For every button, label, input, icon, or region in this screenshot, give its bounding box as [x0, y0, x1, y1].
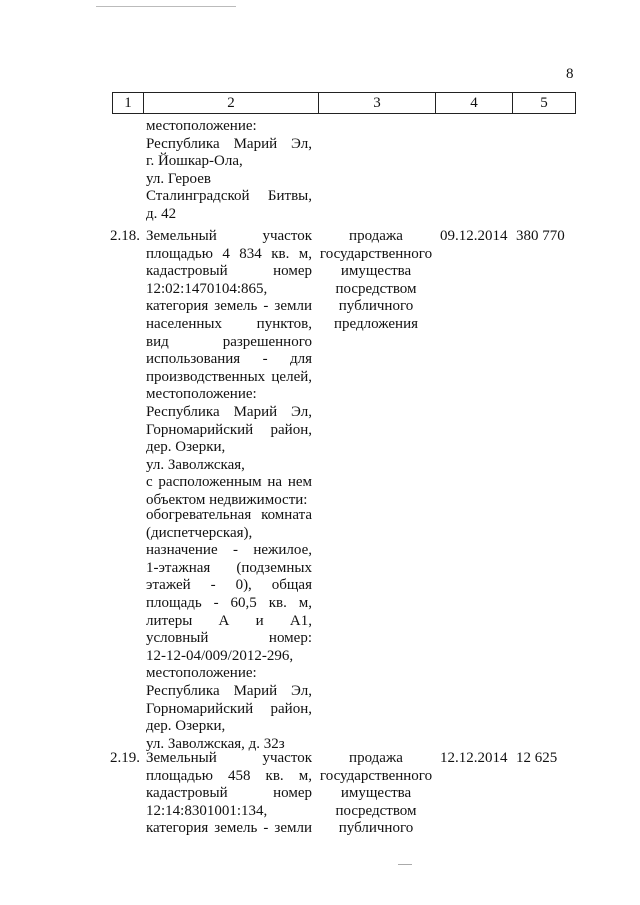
sale-price: 380 770 — [516, 228, 565, 244]
text-line: государственного — [319, 767, 433, 784]
text-line: литеры А и А1, — [146, 612, 312, 629]
text-line: (диспетчерская), — [146, 524, 253, 541]
column-1-header: 1 — [113, 93, 144, 114]
text-line: с расположенным на нем — [146, 474, 312, 491]
text-line: 12:14:8301001:134, — [146, 802, 268, 819]
text-line: 12:02:1470104:865, — [146, 280, 268, 297]
text-line: населенных пунктов, — [146, 315, 312, 332]
text-line: категория земель - земли — [146, 820, 312, 837]
text-line: продажа — [349, 228, 403, 244]
text-line: Сталинградской Битвы, — [146, 188, 312, 205]
text-line: д. 42 — [146, 205, 177, 222]
text-line: Республика Марий Эл, — [146, 403, 312, 420]
text-line: продажа — [349, 750, 403, 766]
text-line: Республика Марий Эл, — [146, 682, 312, 699]
text-line: дер. Озерки, — [146, 718, 226, 735]
column-4-header: 4 — [436, 93, 513, 114]
text-line: посредством — [335, 802, 417, 819]
page-number: 8 — [566, 66, 574, 82]
text-line: площадью 458 кв. м, — [146, 767, 312, 784]
text-line: г. Йошкар-Ола, — [146, 153, 243, 170]
text-line: вид разрешенного — [146, 333, 312, 350]
text-line: имущества — [340, 785, 412, 802]
sale-date: 09.12.2014 — [440, 228, 508, 244]
text-line: посредством — [335, 280, 417, 297]
text-line: публичного — [338, 820, 414, 837]
text-line: Горномарийский район, — [146, 421, 312, 438]
text-line: назначение - нежилое, — [146, 542, 312, 559]
text-line: кадастровый номер — [146, 785, 312, 802]
column-header-row — [112, 92, 576, 114]
text-line: имущества — [340, 263, 412, 280]
column-5-header: 5 — [513, 93, 576, 114]
text-line: этажей - 0), общая — [146, 577, 312, 594]
text-line: ул. Героев — [146, 170, 211, 187]
column-2-header: 2 — [144, 93, 319, 114]
text-line: Горномарийский район, — [146, 700, 312, 717]
sale-method — [318, 228, 434, 334]
text-line: местоположение: — [146, 118, 257, 134]
entry-description — [146, 228, 312, 510]
sale-date: 12.12.2014 — [440, 750, 508, 766]
text-line: кадастровый номер — [146, 263, 312, 280]
text-line: местоположение: — [146, 665, 257, 682]
text-line: условный номер: — [146, 630, 312, 647]
text-line: 1-этажная (подземных — [146, 559, 312, 576]
text-line: ул. Заволжская, д. 32з — [146, 735, 285, 752]
text-line: местоположение: — [146, 386, 257, 403]
sale-method — [318, 750, 434, 838]
entry-description-object — [146, 507, 312, 753]
text-line: обогревательная комната — [146, 507, 312, 523]
entry-description — [146, 750, 312, 838]
sale-price: 12 625 — [516, 750, 558, 766]
text-line: Республика Марий Эл, — [146, 135, 312, 152]
text-line: площадь - 60,5 кв. м, — [146, 594, 312, 611]
text-line: предложения — [333, 315, 418, 332]
text-line: объектом недвижимости: — [146, 491, 308, 508]
text-line: публичного — [338, 298, 414, 315]
text-line: производственных целей, — [146, 368, 312, 385]
scan-artifact — [96, 0, 236, 7]
text-line: 12-12-04/009/2012-296, — [146, 647, 294, 664]
text-line: Земельный участок — [146, 750, 312, 766]
continuation-description — [146, 118, 312, 224]
text-line: площадью 4 834 кв. м, — [146, 245, 312, 262]
text-line: государственного — [319, 245, 433, 262]
text-line: использования - для — [146, 351, 312, 368]
scan-artifact — [398, 864, 412, 865]
column-3-header: 3 — [319, 93, 436, 114]
entry-number: 2.19. — [110, 750, 140, 766]
text-line: категория земель - земли — [146, 298, 312, 315]
entry-number: 2.18. — [110, 228, 140, 244]
text-line: Земельный участок — [146, 228, 312, 244]
text-line: ул. Заволжская, — [146, 456, 245, 473]
text-line: дер. Озерки, — [146, 439, 226, 456]
